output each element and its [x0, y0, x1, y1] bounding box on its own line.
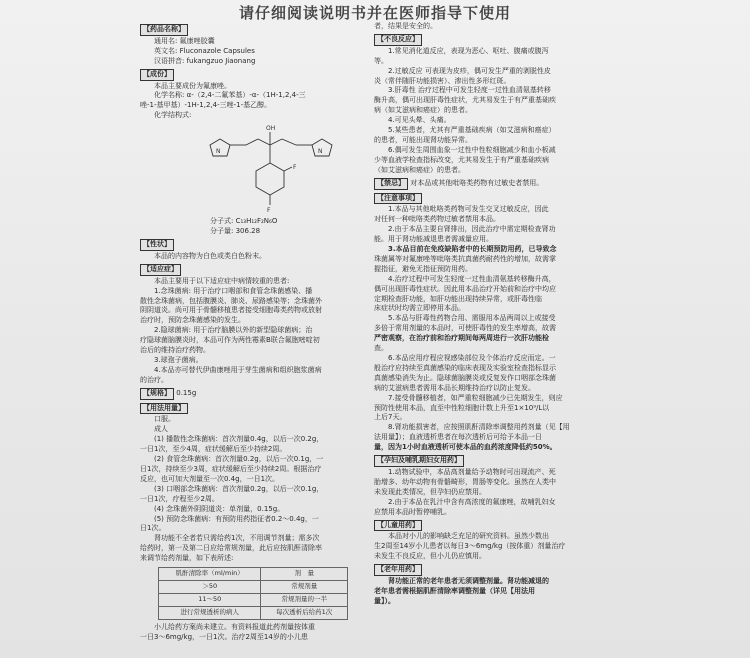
child-dose-line1: 小儿给药方案尚未建立。有资料报道此药剂量按体重 [154, 622, 315, 631]
section-heading-pregnancy: 【孕妇及哺乳期妇女用药】 [374, 455, 464, 467]
caution-8-line2: 法用量】）；血液透析患者在每次透析后可给予本品一日 [374, 433, 542, 442]
renal-line1: 肾功能不全者若只需给药1次，不用调节剂量；需多次 [154, 534, 320, 543]
spec-value: 0.15g [176, 388, 197, 397]
struct-n2-label: N [318, 148, 323, 156]
caution-6-line2: 般治疗应持续至真菌感染的临床表现及实验室检查指标显示 [374, 363, 556, 372]
chemical-structure [140, 123, 364, 215]
right-column [374, 22, 606, 654]
pinyin-name: 汉语拼音: fukangzuo Jiaonang [154, 56, 256, 65]
caution-8-line3: 量，因为1小时血液透析可使本品的血药浓度降低约50%。 [374, 443, 557, 452]
pregnancy-1-line1: 1.动物试验中，本品高剂量给予动物时可出现流产、死 [388, 467, 556, 476]
indication-1-line4: 治疗时，预防念珠菌感染的发生。 [140, 316, 245, 325]
usage-2-line3: 反应，也可加大剂量至一次0.4g，一日1次。 [140, 474, 280, 483]
caution-3-line1: 3.本品目前在免疫缺陷者中的长期预防用药，已导致念 [388, 245, 557, 254]
indication-4-line2: 的治疗。 [140, 375, 168, 384]
usage-3-line2: 一日1次，疗程至少2周。 [140, 494, 219, 503]
struct-n1-label: N [216, 148, 221, 156]
section-heading-indication: 【适应症】 [140, 264, 181, 276]
table-cell: 常规剂量 [261, 580, 348, 593]
caution-6-line1: 6.本品应用疗程应视感染部位及个体治疗反应而定。一 [388, 354, 556, 362]
table-row [159, 568, 348, 581]
renal-line3: 来调节给药剂量，如下表所述: [140, 554, 234, 563]
ingredient-main: 本品主要成份为氟康唑。 [154, 81, 231, 90]
table-row [159, 580, 348, 593]
generic-name: 通用名: 氟康唑胶囊 [154, 36, 215, 45]
pregnancy-2-line1: 2.由于本品在乳汁中含有高浓度的氟康唑，故哺乳妇女 [388, 497, 556, 506]
adverse-5-line1: 5.某些患者，尤其有严重基础疾病（如艾滋病和癌症） [388, 126, 556, 135]
indication-2-line1: 2.隐球菌病: 用于治疗脑膜以外的新型隐球菌病；治 [154, 326, 313, 335]
contraindication-text: 对本品或其他吡咯类药物有过敏史者禁用。 [410, 178, 544, 187]
section-heading-name: 【药品名称】 [140, 24, 188, 36]
children-line3: 未发生不良反应，但小儿仍应慎用。 [374, 552, 486, 561]
indication-1-line2: 散性念珠菌病，包括腹膜炎、肺炎、尿路感染等；念珠菌外 [140, 296, 322, 305]
caution-6-line3: 真菌感染消失为止。隐球菌脑膜炎或反复发作口咽部念珠菌 [374, 373, 556, 382]
adverse-2-line2: 炎（常伴随肝功能损害）、渗出性多形红斑。 [374, 76, 511, 85]
child-dose-line2: 一日3～6mg/kg，一日1次。治疗2周至14岁的小儿患 [140, 632, 308, 641]
table-header-dose: 剂 量 [261, 568, 348, 581]
caution-2-line2: 能。用于肾功能减退患者需减量应用。 [374, 235, 493, 244]
caution-5-line3: 严密观察，在治疗前和治疗期间每两周进行一次肝功能检 [374, 334, 549, 343]
adverse-3-line2: 酶升高，偶可出现肝毒性症状，尤其易发生于有严重基础疾 [374, 96, 556, 105]
caution-4-line2: 偶可出现肝毒性症状。因此用本品治疗开始前和治疗中均应 [374, 284, 556, 293]
children-line1: 本品对小儿的影响缺乏充足的研究资料。虽然少数出 [388, 532, 549, 541]
caution-7-line3: 上后7天。 [374, 413, 407, 422]
caution-8-line1: 8.肾功能损害者，应按照肌酐清除率调整用药剂量（见【用 [388, 423, 570, 432]
children-line2: 生2周至14岁小儿患者以每日3～6mg/kg（按体重）剂量治疗 [374, 542, 566, 551]
table-cell: ＞50 [159, 580, 261, 593]
renal-line2: 给药时，第一及第二日应给常规剂量，此后应按肌酐清除率 [140, 544, 322, 553]
chemical-name-line1: 化学名称: α-（2,4-二氟苯基）-α-（1H-1,2,4-三 [154, 91, 306, 100]
left-column [140, 22, 364, 654]
caution-5-line1: 5.本品与肝毒性药物合用、需服用本品两周以上或接受 [388, 314, 556, 323]
usage-2-line1: (2) 食管念珠菌病：首次剂量0.2g，以后一次0.1g，一 [154, 455, 324, 464]
section-heading-adverse: 【不良反应】 [374, 34, 422, 46]
caution-1-line1: 1.本品与其他吡咯类药物可发生交叉过敏反应，因此 [388, 205, 549, 214]
contraindication-row [374, 176, 606, 191]
structure-label: 化学结构式: [154, 111, 192, 120]
indication-2-line3: 治后的维持治疗药物。 [140, 346, 210, 355]
caution-2-line1: 2.由于本品主要自肾排出，因此治疗中需定期检查肾功 [388, 225, 556, 234]
character-text: 本品的内容物为白色或类白色粉末。 [154, 251, 266, 260]
section-heading-elderly: 【老年用药】 [374, 564, 422, 576]
structure-diagram-icon [200, 123, 350, 215]
struct-f1-label: F [293, 164, 297, 172]
section-heading-spec: 【规格】 [140, 388, 174, 400]
table-row [159, 606, 348, 619]
usage-3-line1: (3) 口咽部念珠菌病：首次剂量0.2g，以后一次0.1g， [154, 484, 324, 493]
caution-1-line2: 对任何一种吡咯类药物过敏者禁用本品。 [374, 215, 500, 224]
caution-5-line4: 查。 [374, 344, 388, 353]
section-heading-usage: 【用法用量】 [140, 403, 188, 415]
indication-3: 3.球孢子菌病。 [154, 355, 203, 364]
elderly-line3: 量】）。 [374, 596, 395, 605]
pregnancy-1-line2: 胎增多、幼年动物有骨骼畸形，胃肠等变化。虽然在人类中 [374, 477, 556, 486]
spec-row [140, 386, 364, 401]
molecular-formula: 分子式: C₁₃H₁₂F₂N₆O [210, 217, 278, 226]
caution-5-line2: 多倍于常用剂量的本品时，可使肝毒性的发生率增高，故需 [374, 324, 556, 333]
table-cell: 每次透析后给药1次 [261, 606, 348, 619]
adverse-6-line2: 少等血液学检查指标改变，尤其易发生于有严重基础疾病 [374, 155, 549, 164]
indication-intro: 本品主要用于以下适应症中病情较重的患者: [154, 276, 290, 285]
indication-2-line2: 疗隐球菌脑膜炎时，本品可作为两性霉素B联合氟胞嘧啶初 [140, 336, 320, 345]
adverse-2-line1: 2.过敏反应 可表现为皮疹，偶可发生严重的剥脱性皮 [388, 66, 551, 75]
usage-adult: 成人 [154, 425, 168, 434]
caution-3-line3: 握指征，避免无指征预防用药。 [374, 264, 472, 273]
dose-table [158, 567, 348, 620]
indication-1-line3: 阴阴道炎。尚可用于骨髓移植患者接受细胞毒类药物或放射 [140, 306, 322, 315]
chemical-name-line2: 唑-1-基甲基）-1H-1,2,4-三唑-1-基乙醇。 [140, 101, 272, 110]
caution-7-line1: 7.接受骨髓移植者，如严重粒细胞减少已先期发生，则应 [388, 393, 563, 402]
adverse-4: 4.可见头晕、头痛。 [388, 116, 451, 125]
usage-4: (4) 念珠菌外阴阴道炎：单剂量，0.15g。 [154, 504, 285, 513]
usage-5-line1: (5) 预防念珠菌病：有预防用药指征者0.2～0.4g，一 [154, 514, 319, 523]
caution-4-line3: 定期检查肝功能，如肝功能出现持续异常，或肝毒性临 [374, 294, 542, 303]
caution-7-line2: 预防性使用本品，直至中性粒细胞计数上升至1×10⁹/L以 [374, 403, 550, 412]
elderly-line1: 肾功能正常的老年患者无须调整剂量。肾功能减退的 [388, 577, 549, 586]
section-heading-ingredient: 【成份】 [140, 69, 174, 81]
section-heading-character: 【性状】 [140, 239, 174, 251]
pregnancy-2-line2: 应禁用本品时暂停哺乳。 [374, 507, 451, 516]
molecular-weight: 分子量: 306.28 [210, 227, 261, 236]
adverse-1-line1: 1.常见消化道反应，表现为恶心、呕吐、腹痛或腹泻 [388, 46, 549, 55]
caution-4-line4: 床症状时均需立即停用本品。 [374, 304, 465, 313]
section-heading-caution: 【注意事项】 [374, 193, 422, 205]
struct-f2-label: F [267, 207, 271, 215]
adverse-3-line1: 3.肝毒性 治疗过程中可发生轻度一过性血清氨基转移 [388, 86, 551, 95]
table-cell: 进行常规透析的病人 [159, 606, 261, 619]
table-row [159, 593, 348, 606]
english-name: 英文名: Fluconazole Capsules [154, 46, 255, 55]
section-heading-contraindication: 【禁忌】 [374, 178, 408, 190]
adverse-1-line2: 等。 [374, 56, 388, 65]
adverse-6-line1: 6.偶可发生周围血象一过性中性粒细胞减少和血小板减 [388, 145, 556, 154]
indication-4-line1: 4.本品亦可替代伊曲康唑用于芽生菌病和组织胞浆菌病 [154, 365, 322, 374]
struct-oh-label: OH [266, 125, 276, 133]
caution-6-line4: 病的艾滋病患者需用本品长期维持治疗以防止复发。 [374, 383, 535, 392]
usage-oral: 口服。 [154, 415, 175, 424]
pregnancy-1-line3: 未发现此类情况，但孕妇仍应禁用。 [374, 487, 486, 496]
caution-4-line1: 4.治疗过程中可发生轻度一过性血清氨基转移酶升高， [388, 274, 556, 283]
table-cell: 11～50 [159, 593, 261, 606]
adverse-3-line3: 病（如艾滋病和癌症）的患者。 [374, 106, 472, 115]
usage-1-line1: (1) 播散性念珠菌病：首次剂量0.4g，以后一次0.2g， [154, 435, 324, 444]
adverse-5-line2: 的患者，可能出现肾功能异常。 [374, 135, 472, 144]
section-heading-children: 【儿童用药】 [374, 520, 422, 532]
elderly-line2: 老年患者需根据肌酐清除率调整剂量（详见【用法用 [374, 586, 535, 595]
caution-3-line2: 珠菌属等对氟康唑等吡咯类抗真菌药耐药性的增加，故需掌 [374, 254, 556, 263]
table-header-clearance: 肌酐清除率（ml/min） [159, 568, 261, 581]
table-cell: 常规剂量的一半 [261, 593, 348, 606]
usage-2-line2: 日1次，持续至少3周，症状缓解后至少持续2周。根据治疗 [140, 465, 322, 473]
adverse-6-line3: （如艾滋病和癌症）的患者。 [374, 165, 465, 174]
usage-1-line2: 一日1次，至少4周，症状缓解后至少持续2周。 [140, 445, 287, 454]
document-title: 请仔细阅读说明书并在医师指导下使用 [238, 4, 511, 22]
continued-text: 者，结果是安全的。 [374, 22, 437, 30]
usage-5-line2: 日1次。 [140, 524, 166, 533]
indication-1-line1: 1.念珠菌病: 用于治疗口咽部和食管念珠菌感染、播 [154, 286, 313, 295]
